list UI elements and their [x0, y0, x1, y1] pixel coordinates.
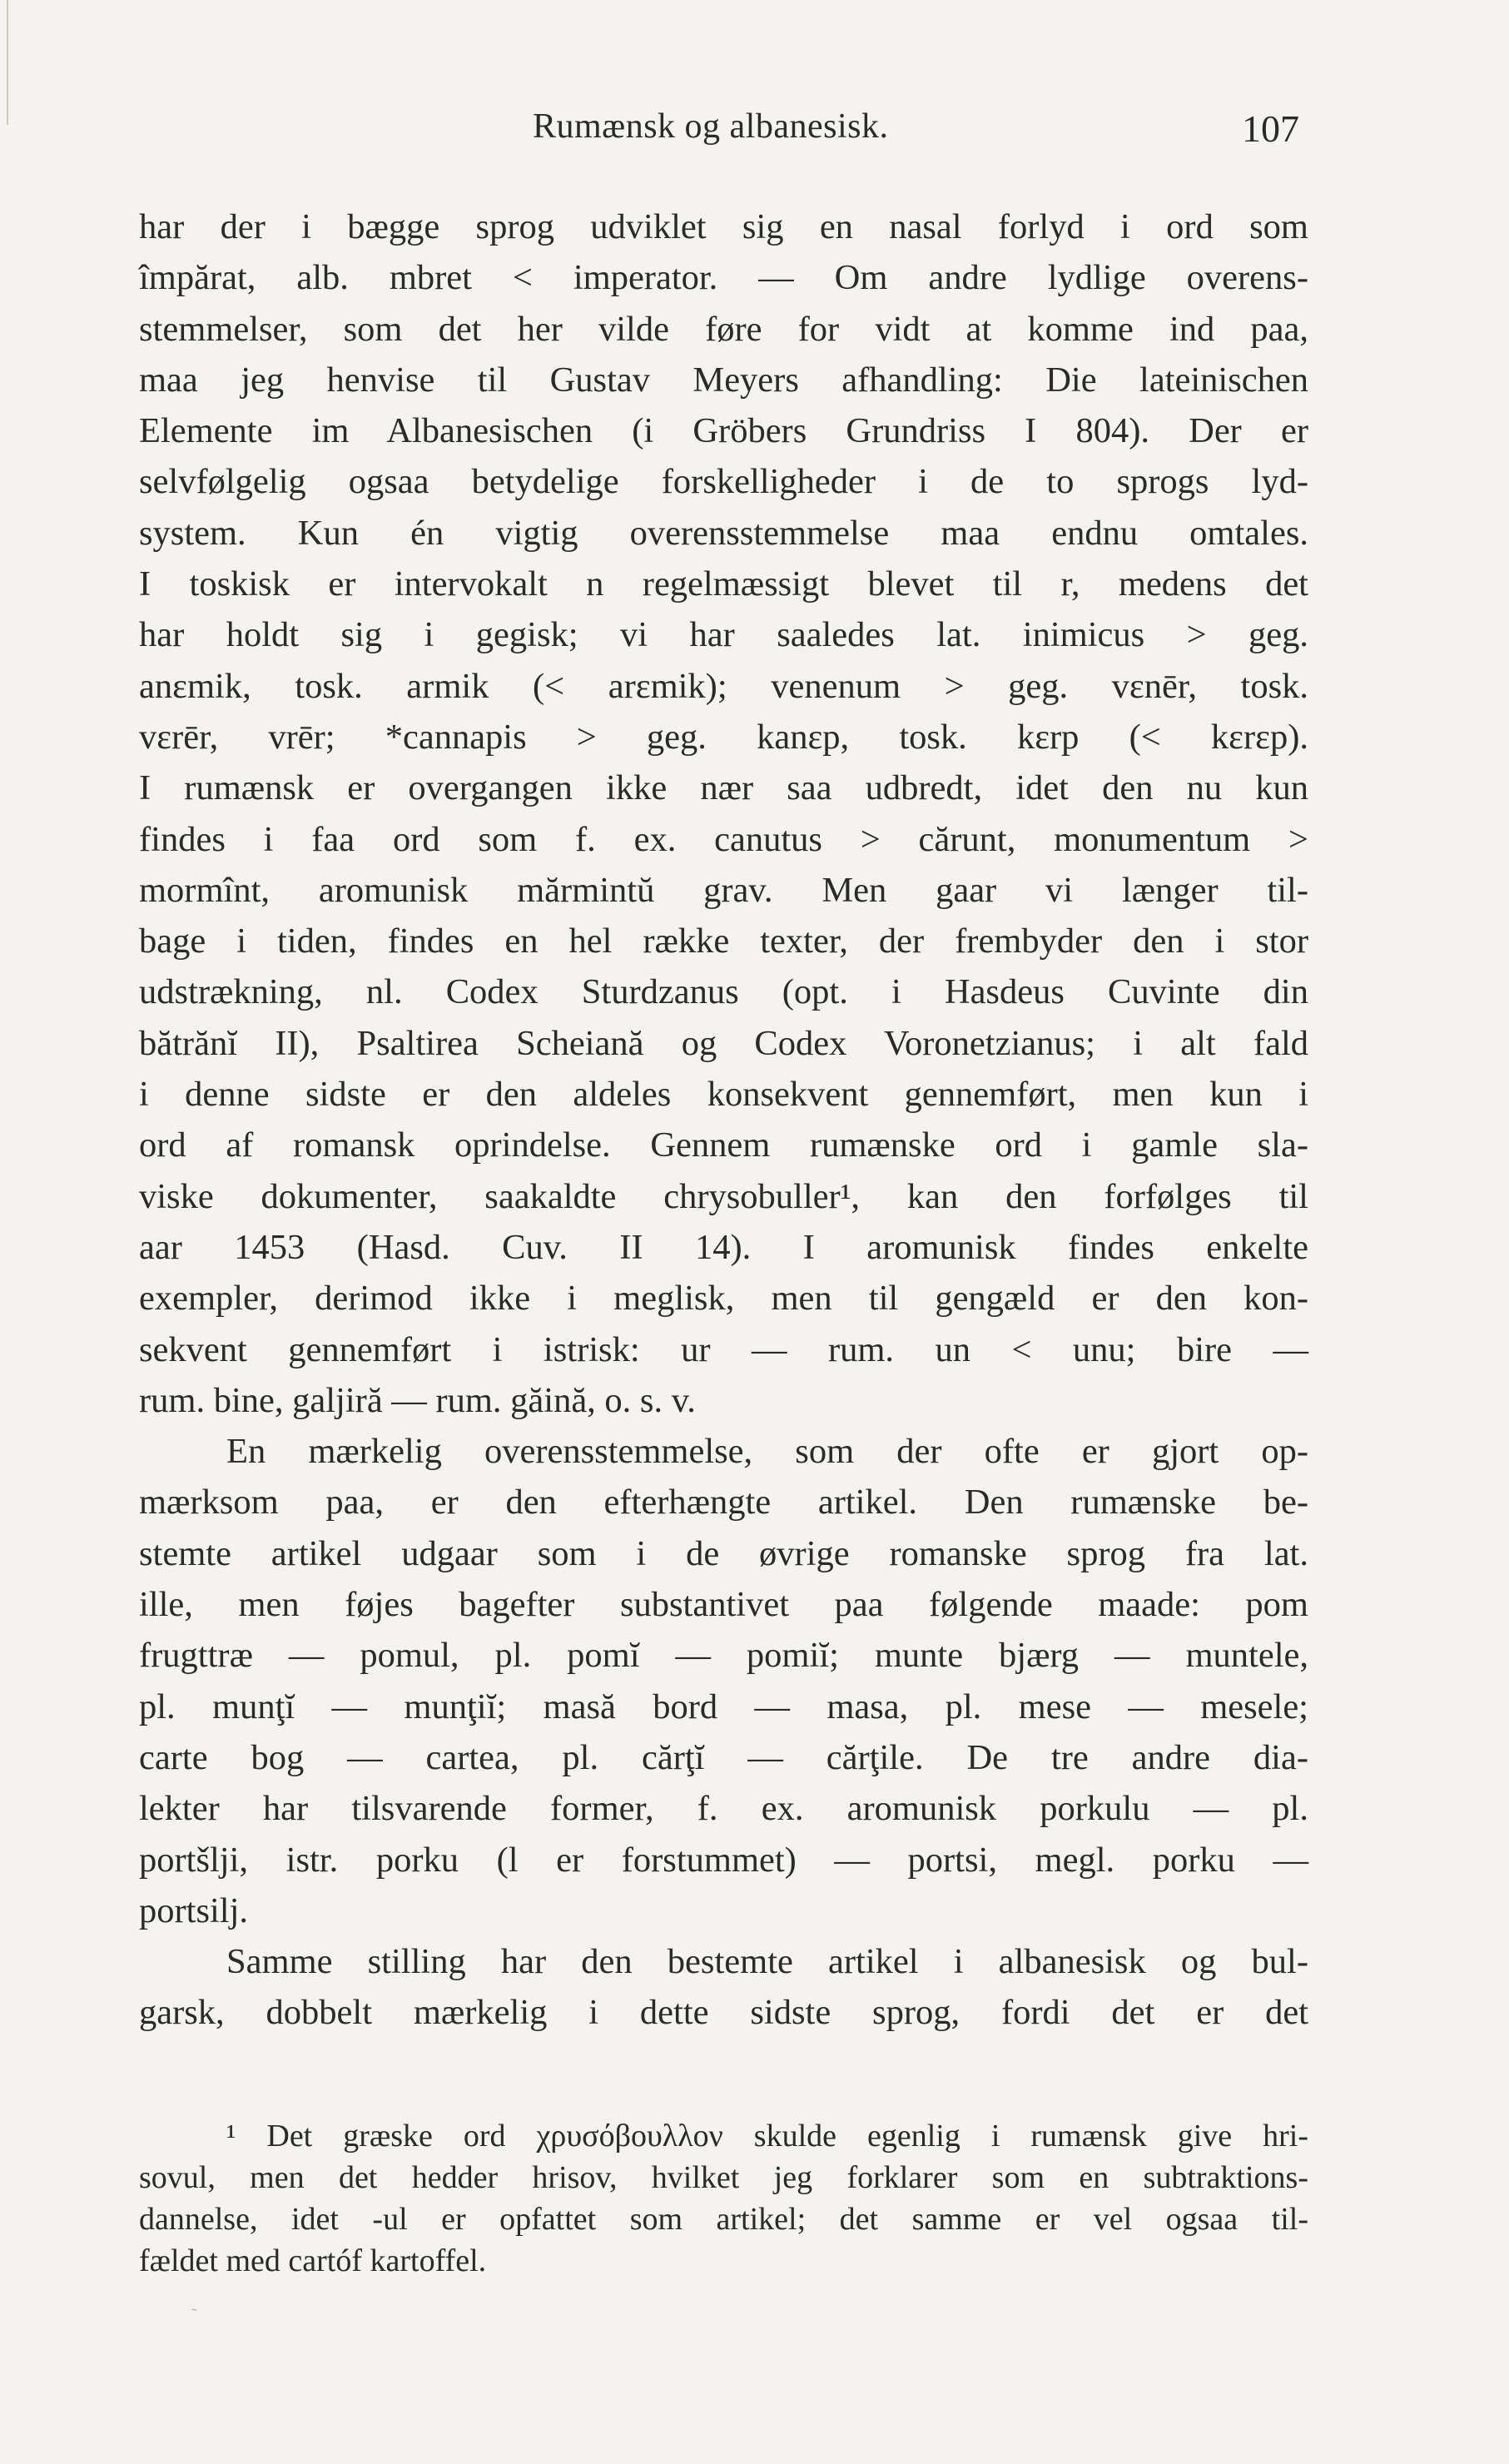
text-line: carte bog — cartea, pl. cărţĭ — cărţile. De tre andre dia-	[139, 1737, 1308, 1777]
text-line: anεmik, tosk. armik (< arεmik); venenum > geg. vεnēr, tosk.	[139, 666, 1308, 706]
text-line: rum. bine, galjiră — rum. găină, o. s. v.	[139, 1380, 696, 1420]
page-edge-shadow	[7, 0, 8, 125]
text-line: lekter har tilsvarende former, f. ex. aromunisk porkulu — pl.	[139, 1789, 1308, 1829]
text-line: mærksom paa, er den efterhængte artikel. Den rumænske be-	[139, 1483, 1308, 1523]
text-line: Elemente im Albanesischen (i Gröbers Grundriss I 804). Der er	[139, 411, 1308, 451]
text-line: mormînt, aromunisk mărmintŭ grav. Men gaar vi længer til-	[139, 870, 1308, 910]
text-line: I rumænsk er overgangen ikke nær saa udbredt, idet den nu kun	[139, 768, 1308, 808]
text-line: garsk, dobbelt mærkelig i dette sidste sprog, fordi det er det	[139, 1993, 1308, 2033]
text-line: stemte artikel udgaar som i de øvrige romanske sprog fra lat.	[139, 1533, 1308, 1573]
text-line: bage i tiden, findes en hel række texter, der frembyder den i stor	[139, 922, 1308, 961]
text-line: aar 1453 (Hasd. Cuv. II 14). I aromunisk findes enkelte	[139, 1227, 1308, 1267]
text-line: stemmelser, som det her vilde føre for vidt at komme ind paa,	[139, 309, 1308, 349]
text-line: exempler, derimod ikke i meglisk, men til gengæld er den kon-	[139, 1279, 1308, 1319]
footnote-line: dannelse, idet -ul er opfattet som artikel; det samme er vel ogsaa til-	[139, 2202, 1308, 2237]
text-line: portsilj.	[139, 1890, 249, 1930]
footnote-line: ¹ Det græske ord χρυσόβουλλον skulde egenlig i rumænsk give hri-	[226, 2119, 1308, 2154]
text-line: ille, men føjes bagefter substantivet paa følgende maade: pom	[139, 1585, 1308, 1625]
text-line: pl. munţĭ — munţiĭ; masă bord — masa, pl. mese — mesele;	[139, 1687, 1308, 1726]
text-line: udstrækning, nl. Codex Sturdzanus (opt. i Hasdeus Cuvinte din	[139, 972, 1308, 1012]
text-line: har der i bægge sprog udviklet sig en nasal forlyd i ord som	[139, 207, 1308, 246]
text-line: selvfølgelig ogsaa betydelige forskelligheder i de to sprogs lyd-	[139, 462, 1308, 502]
ink-speck: ˜	[191, 2306, 197, 2324]
running-title: Rumænsk og albanesisk.	[533, 107, 889, 146]
text-line: portšlji, istr. porku (l er forstummet) — portsi, megl. porku —	[139, 1840, 1308, 1880]
text-line: i denne sidste er den aldeles konsekvent gennemført, men kun i	[139, 1075, 1308, 1115]
text-line: bătrănĭ II), Psaltirea Scheiană og Codex Voronetzianus; i alt fald	[139, 1023, 1308, 1063]
footnote-line: sovul, men det hedder hrisov, hvilket jeg forklarer som en subtraktions-	[139, 2160, 1308, 2195]
text-line: maa jeg henvise til Gustav Meyers afhandling: Die lateinischen	[139, 360, 1308, 400]
text-line: I toskisk er intervokalt n regelmæssigt blevet til r, medens det	[139, 564, 1308, 604]
text-line: vεrēr, vrēr; *cannapis > geg. kanεp, tosk. kεrp (< kεrεp).	[139, 717, 1308, 757]
text-line: Samme stilling har den bestemte artikel i albanesisk og bul-	[226, 1942, 1308, 1982]
text-line: sekvent gennemført i istrisk: ur — rum. un < unu; bire —	[139, 1329, 1308, 1369]
text-line: viske dokumenter, saakaldte chrysobuller¹, kan den forfølges til	[139, 1176, 1308, 1216]
text-line: system. Kun én vigtig overensstemmelse maa endnu omtales.	[139, 513, 1308, 553]
text-line: ord af romansk oprindelse. Gennem rumænske ord i gamle sla-	[139, 1125, 1308, 1165]
text-line: har holdt sig i gegisk; vi har saaledes lat. inimicus > geg.	[139, 615, 1308, 655]
page-number: 107	[1242, 107, 1299, 150]
footnote	[139, 2115, 1308, 2282]
footnote-line: fældet med cartóf kartoffel.	[139, 2243, 487, 2278]
text-line: împărat, alb. mbret < imperator. — Om andre lydlige overens-	[139, 258, 1308, 298]
body-text	[139, 201, 1308, 2039]
text-line: En mærkelig overensstemmelse, som der ofte er gjort op-	[226, 1432, 1308, 1472]
text-line: frugttræ — pomul, pl. pomĭ — pomiĭ; munte bjærg — muntele,	[139, 1636, 1308, 1676]
text-line: findes i faa ord som f. ex. canutus > cărunt, monumentum >	[139, 819, 1308, 859]
